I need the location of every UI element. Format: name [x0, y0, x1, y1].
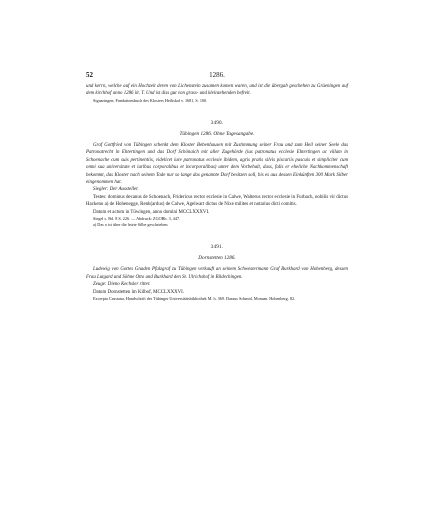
page-number: 52 [86, 71, 93, 79]
doc-3491-summary: Ludewig von Gottes Gnaden Pfalzgraf zu Tübingen verkauft an seinem Schwestermann Graf Burkhard von Hohenberg, dessen Frau Lutgard und Söhne Otto und Burkhard den St. Ulrichshof in Bildechingen. [86, 267, 348, 280]
doc-3491-witness: Zeuge: Dieno Kechsler ritter. [93, 282, 151, 288]
doc-3490-place-date: Tübingen 1286. Ohne Tagesangabe. [179, 131, 255, 138]
doc-3490-sealer: Siegler: Der Aussteller. [93, 187, 139, 193]
doc-3491-source: Excerpta Crusiana, Handschrift der Tübinger Universitätsbibliothek M. h. 369. Daraus Schmid, Monum. Hohenberg. 82. [93, 296, 296, 302]
doc-3490-summary: Graf Gottfried von Tübingen schenkt dem Kloster Bebenhausen mit Zustimmung seiner Frau und zum Heil seiner Seele das Patronatrecht in Ehtertingen und das Dorf Schönaich mit aller Zugehörde (ius patronatus ecclesie Ehtertingen ac villam in Schoenache cum suis pertinentiis, videlicet iure patronatus ecclesie ibidem, agris pratis silvis piscariis pascuis et simpliciter cum omni sua universitate et iuribus corporalibus et incorporalibus) unter dem Vorbehalt, dass, falls er eheliche Nachkommenschaft bekommt, das Kloster nach seinem Tode nur so lange das genannte Dorf besitzen soll, bis es aus dessen Einkünften 300 Mark Silber eingenommen hat. [86, 143, 348, 186]
doc-3490-witnesses: Testes: dominus decanus de Schoenach, Fridericus rector ecclesie in Calwe, Walterus rector ecclesie in Furbach, nobilis vir dictus Hackeno a) de Hohenegge, Renh(ardus) de Calwe, Agelwart dictus de Nixe milites et notarius dicti comitis. [86, 194, 348, 208]
continuation-source: Signaringen; Fundationsbuch des Klosters Heiliskal v. 1681, S. 100. [93, 97, 208, 103]
spacer [86, 228, 348, 244]
doc-3490-dating: Datum et actum in Tüwingen, anno domini MCCLXXXVI. [93, 209, 210, 215]
page-year: 1286. [209, 71, 225, 79]
doc-3491-place-date: Dornstetten 1286. [198, 255, 236, 262]
spacer [86, 104, 348, 120]
doc-3490-footnote: a) Das o ist über die letzte Silbe geschrieben. [93, 222, 169, 228]
continuation-text: und kerrn, welche auf ein Hochzeit deren von Lichenstein zusamen komen waren, und ist die übergab geschehen zu Grüeningen auf dem kirchhof anno 1286 iit. T. Und ist diss gut von grass- und kleinzehenden befreit. [86, 84, 348, 97]
doc-3491-number: 3491. [210, 244, 224, 251]
page-header [86, 71, 348, 83]
document-page [86, 71, 348, 302]
doc-3490-number: 3490. [210, 120, 224, 127]
doc-3491-dating: Datum Dornstetten im Kilbof, MCCLXXXVI. [93, 289, 185, 295]
doc-3490-print: Siegel s. Bd. 8 S. 226. — Abdruck: ZGORh. 3, 447. [93, 216, 181, 222]
